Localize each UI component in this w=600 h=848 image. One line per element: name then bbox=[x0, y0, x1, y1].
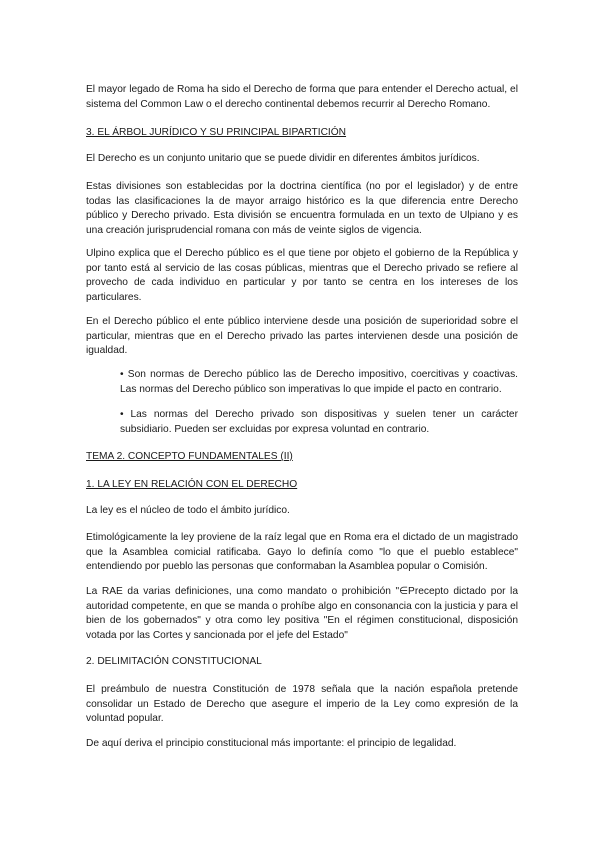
bullet-derecho-publico: • Son normas de Derecho público las de Derecho impositivo, coercitivas y coactivas. Las normas del Derecho público son imperativas lo que impide el pacto en contrario. bbox=[120, 369, 518, 395]
heading-delimitacion: 2. DELIMITACIÓN CONSTITUCIONAL bbox=[86, 656, 262, 667]
paragraph-etimologia: Etimológicamente la ley proviene de la raíz legal que en Roma era el dictado de un magistrado que la Asamblea comicial ratificaba. Gayo lo definía como "lo que el pueblo establece" entendiendo por pueblo las personas que conformaban la Asamblea popular o Comisión. bbox=[86, 532, 518, 573]
paragraph-divisiones: Estas divisiones son establecidas por la doctrina científica (no por el legislador) y de entre todas las clasificaciones la de mayor arraigo histórico es la que diferencia entre Derecho público y Derecho privado. Esta división se encuentra formulada en un texto de Ulpiano y es una creación jurisprudencial romana con más de veinte siglos de vigencia. bbox=[86, 181, 518, 236]
heading-tema-2: TEMA 2. CONCEPTO FUNDAMENTALES (II) bbox=[86, 451, 293, 462]
paragraph-rae: La RAE da varias definiciones, una como mandato o prohibición "∈Precepto dictado por la autoridad competente, en que se manda o prohíbe algo en consonancia con la justicia y para el bien de los gobernados" y otra como ley positiva "En el régimen constitucional, disposición votada por las Cortes y sancionada por el jefe del Estado" bbox=[86, 586, 518, 641]
bullet-derecho-privado: • Las normas del Derecho privado son dispositivas y suelen tener un carácter subsidiario. Pueden ser excluidas por expresa voluntad en contrario. bbox=[120, 409, 518, 435]
paragraph-intro: El mayor legado de Roma ha sido el Derecho de forma que para entender el Derecho actual, el sistema del Common Law o el derecho continental debemos recurrir al Derecho Romano. bbox=[86, 84, 518, 110]
paragraph-legalidad: De aquí deriva el principio constitucional más importante: el principio de legalidad. bbox=[86, 738, 457, 749]
heading-ley-derecho: 1. LA LEY EN RELACIÓN CON EL DERECHO bbox=[86, 479, 298, 490]
paragraph-derecho-unitario: El Derecho es un conjunto unitario que se puede dividir en diferentes ámbitos jurídicos. bbox=[86, 153, 480, 164]
paragraph-ley-nucleo: La ley es el núcleo de todo el ámbito jurídico. bbox=[86, 505, 290, 516]
paragraph-preambulo: El preámbulo de nuestra Constitución de 1978 señala que la nación española pretende consolidar un Estado de Derecho que asegure el imperio de la Ley como expresión de la voluntad popular. bbox=[86, 684, 518, 725]
paragraph-ulpino: Ulpino explica que el Derecho público es el que tiene por objeto el gobierno de la República y por tanto está al servicio de las cosas públicas, mientras que el Derecho privado se refiere al provecho de cada individuo en particular y por tanto se centra en los intereses de los particulares. bbox=[86, 248, 518, 303]
paragraph-superioridad: En el Derecho público el ente público interviene desde una posición de superioridad sobre el particular, mientras que en el Derecho privado las partes intervienen desde una posición de igualdad. bbox=[86, 316, 518, 357]
heading-arbol-juridico: 3. EL ÁRBOL JURÍDICO Y SU PRINCIPAL BIPARTICIÓN bbox=[86, 127, 347, 138]
